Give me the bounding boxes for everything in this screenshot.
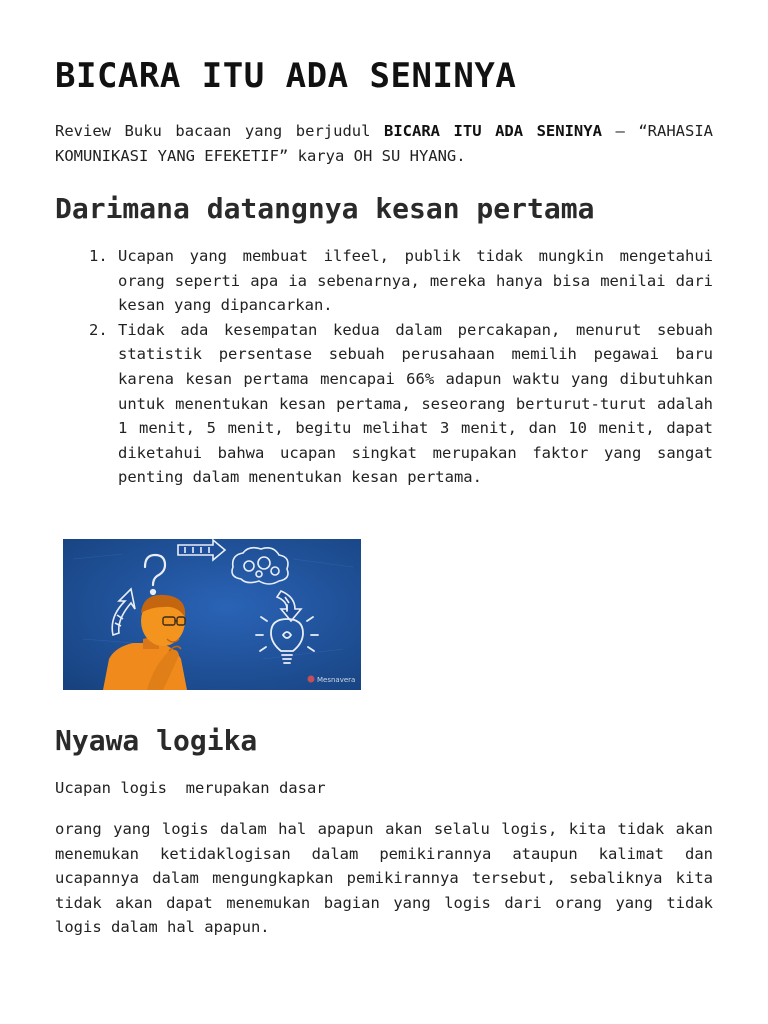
intro-suffix: – “RAHASIA KOMUNIKASI YANG EFEKETIF” karya OH SU HYANG. [55, 122, 714, 165]
section-heading-first-impression: Darimana datangnya kesan pertama [55, 192, 595, 225]
list-item-number: 2. [89, 320, 108, 339]
logic-intro-paragraph: Ucapan logis merupakan dasar [55, 779, 326, 797]
thinking-person-illustration [63, 539, 361, 690]
intro-paragraph [55, 119, 713, 169]
list-item-text: Tidak ada kesempatan kedua dalam percakapan, menurut sebuah statistik persentase sebuah perusahaan memilih pegawai baru karena kesan pertama mencapai 66% adapun waktu yang dibutuhkan untuk menentukan kesan pertama, seseorang berturut-turut adalah 1 menit, 5 menit, begitu melihat 3 menit, dan 10 menit, dapat diketahui bahwa ucapan singkat merupakan faktor yang sangat penting dalam menentukan kesan pertama. [118, 320, 713, 487]
section-heading-logic: Nyawa logika [55, 724, 258, 757]
intro-prefix: Review Buku bacaan yang berjudul [55, 122, 384, 140]
list-item-number: 1. [89, 247, 108, 265]
list-item [55, 318, 713, 490]
list-item [55, 244, 713, 318]
logic-body-paragraph: orang yang logis dalam hal apapun akan selalu logis, kita tidak akan menemukan ketidaklogisan dalam pemikirannya ataupun kalimat dan ucapannya dalam mengungkapkan pemikirannya tersebut, sebaliknya kita tidak akan dapat menemukan bagian yang logis dari orang yang tidak logis dalam hal apapun. [55, 820, 713, 937]
document-title: BICARA ITU ADA SENINYA [55, 56, 517, 96]
intro-book-title: BICARA ITU ADA SENINYA [384, 122, 602, 140]
svg-text:Mesnavera: Mesnavera [317, 676, 356, 684]
first-impression-list [55, 244, 713, 490]
list-item-text: Ucapan yang membuat ilfeel, publik tidak mungkin mengetahui orang seperti apa ia sebenarnya, mereka hanya bisa menilai dari kesan yang dipancarkan. [118, 247, 713, 315]
